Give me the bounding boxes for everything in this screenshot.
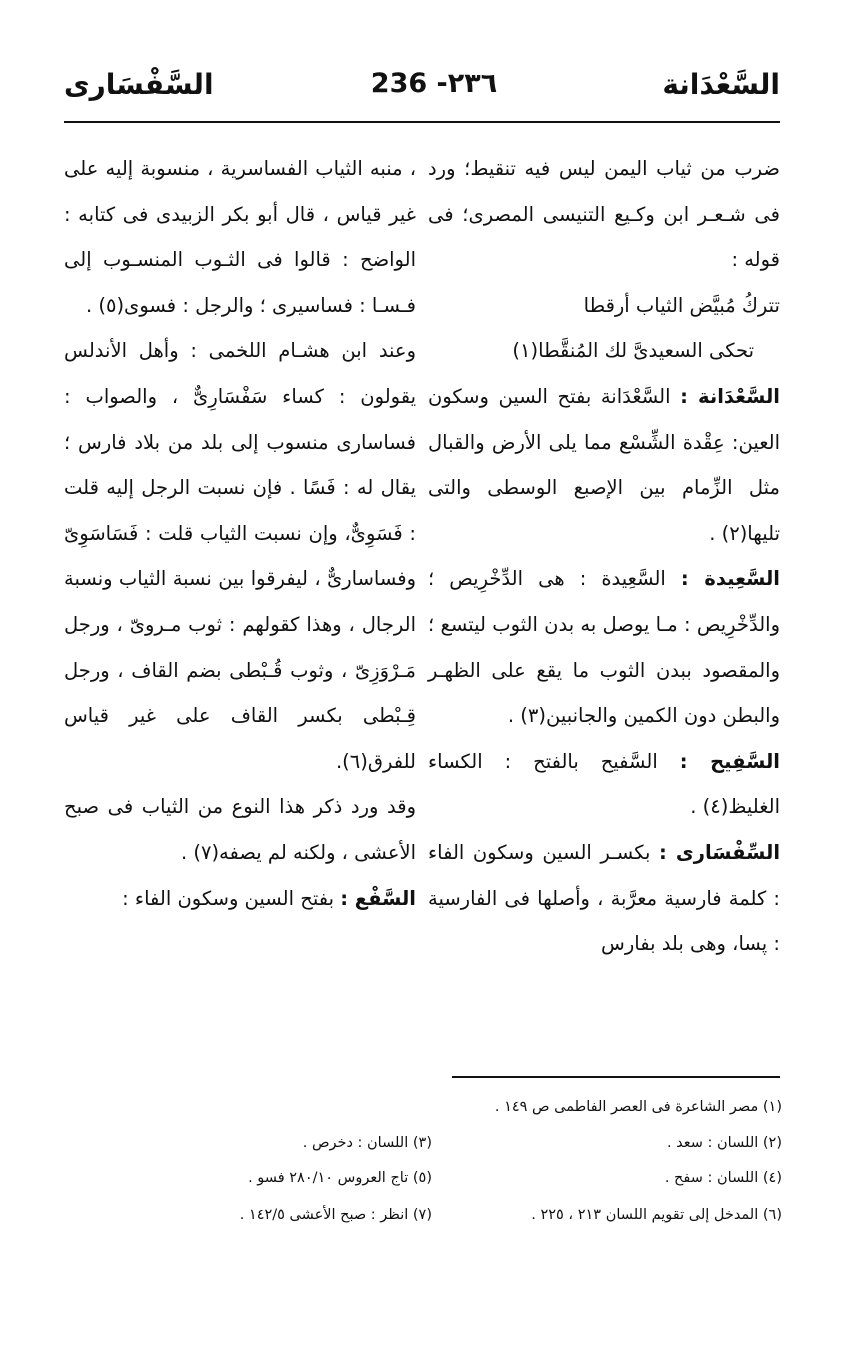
paragraph-text: وعند ابن هشـام اللخمى : وأهل الأندلس يقولون : كساء سَفْسَارِىٌّ ، والصواب : فساسارى منسوب إلى بلد من بلاد فارس ؛ يقال له : فَسًا . فإن نسبت الرجل إليه قلت : فَسَوِىٌّ، وإن نسبت الثياب قلت : فَسَاسَوِىّ وفساسارىٌّ ، ليفرقوا بين نسبة الثياب ونسبة الرجال ، وهذا كقولهم : ثوب مـروىّ ، ورجل مَـرْوَزِىّ ، وثوب قُـبْطى بضم القاف ، ورجل قِـبْطى بكسر القاف على غير قياس للفرق(٦). [64, 339, 416, 773]
verse-line [428, 328, 780, 374]
entry-term: السَّفِيح : [679, 749, 780, 773]
entry-text: بكسـر السين وسكون الفاء : كلمة فارسية معرَّبة ، وأصلها فى الفارسية : پسا، وهى بلد بفارس [428, 840, 780, 956]
entry-paragraph [428, 830, 780, 967]
entry-term: السَّعْدَانة : [680, 384, 780, 408]
paragraph [428, 146, 780, 283]
entry-term: السِّفْسَارى : [658, 840, 781, 864]
entry-paragraph [428, 556, 780, 738]
paragraph-text: وقد ورد ذكر هذا النوع من الثياب فى صبح الأعشى ، ولكنه لم يصفه(٧) . [64, 795, 416, 864]
verse-text: تتركُ مُبيَّض الثياب أرقطا [583, 293, 780, 317]
header-rule [64, 121, 780, 123]
paragraph-text: ، منبه الثياب الفساسرية ، منسوبة إليه على غير قياس ، قال أبو بكر الزبيدى فى كتابه : الواضح : قالوا فى الثـوب المنسـوب إلى فـسـا : فساسيرى ؛ والرجل : فسوى(٥) . [64, 157, 416, 317]
footnote-4: (٤) اللسان : سفح . [664, 1170, 782, 1186]
entry-paragraph [428, 374, 780, 556]
entry-paragraph [64, 876, 416, 922]
right-column [428, 146, 780, 967]
entry-text: السَّعْدَانة بفتح السين وسكون العين: عِقْدة الشِّسْع مما يلى الأرض والقبال مثل الزِّمام بين الإصبع الوسطى والتى تليها(٢) . [428, 384, 780, 545]
entry-text: بفتح السين وسكون الفاء : [122, 886, 341, 910]
footnote-rule [452, 1076, 780, 1078]
footnote-2: (٢) اللسان : سعد . [666, 1135, 782, 1151]
paragraph [64, 784, 416, 875]
paragraph [64, 328, 416, 784]
running-title-left: السَّفْسَارى [64, 68, 214, 101]
left-column [64, 146, 416, 921]
entry-term: السَّفْع : [340, 886, 416, 910]
entry-text: السَّعِيدة : هى الدِّخْرِيص ؛ والدِّخْرِيص : مـا يوصل به بدن الثوب ليتسع ؛ والمقصود ببدن الثوب ما يقع على الظهـر والبطن دون الكمين والجانبين(٣) . [428, 567, 780, 728]
footnote-7: (٧) انظر : صبح الأعشى ١٤٢/٥ . [239, 1207, 432, 1223]
entry-paragraph [428, 739, 780, 830]
page-header [64, 64, 780, 116]
paragraph-text: ضرب من ثياب اليمن ليس فيه تنقيط؛ ورد فى شـعـر ابن وكـيع التنيسى المصرى؛ فى قوله : [428, 157, 780, 272]
footnote-3: (٣) اللسان : دخرص . [302, 1135, 432, 1151]
footnote-1: (١) مصر الشاعرة فى العصر الفاطمى ص ١٤٩ . [494, 1099, 782, 1115]
entry-text: السَّفيح بالفتح : الكساء الغليظ(٤) . [428, 749, 780, 819]
page-number: 236 -٢٣٦ [370, 68, 498, 99]
entry-term: السَّعِيدة : [680, 567, 780, 591]
footnote-6: (٦) المدخل إلى تقويم اللسان ٢١٣ ، ٢٢٥ . [531, 1207, 782, 1223]
paragraph [64, 146, 416, 328]
footnote-5: (٥) تاج العروس ٢٨٠/١٠ فسو . [248, 1170, 432, 1186]
running-title-right: السَّعْدَانة [662, 68, 780, 101]
verse-text: تحكى السعيدىَّ لك المُنقَّطا(١) [512, 339, 754, 363]
verse-line [428, 283, 780, 329]
